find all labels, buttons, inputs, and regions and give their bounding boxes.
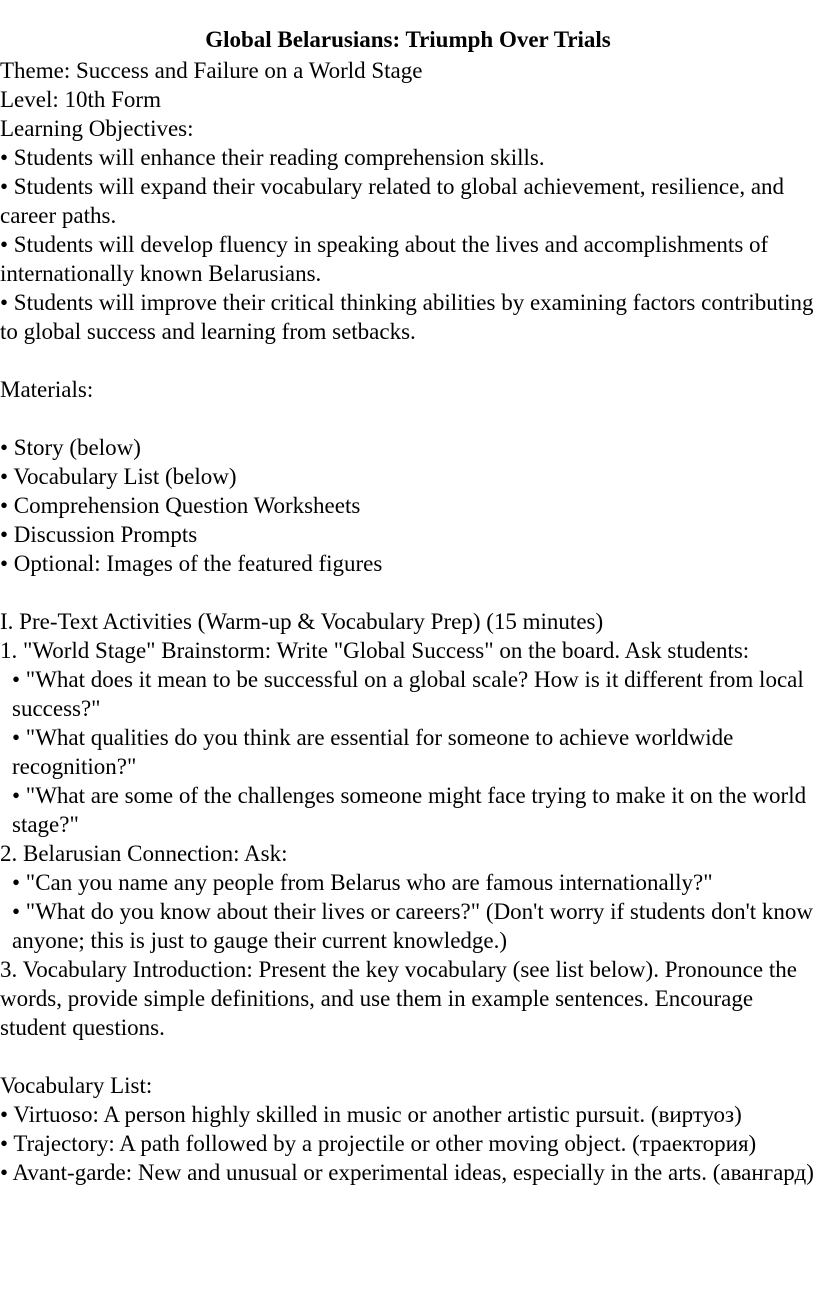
vocab-heading: Vocabulary List: bbox=[0, 1073, 153, 1098]
objective-item: • Students will expand their vocabulary related to global achievement, resilience, and career paths. bbox=[0, 174, 785, 228]
material-item: • Discussion Prompts bbox=[0, 522, 198, 547]
material-item: • Vocabulary List (below) bbox=[0, 464, 237, 489]
level-line: Level: 10th Form bbox=[0, 87, 161, 112]
spacer bbox=[0, 1042, 816, 1071]
objective-item: • Students will enhance their reading comprehension skills. bbox=[0, 145, 545, 170]
materials-heading: Materials: bbox=[0, 377, 94, 402]
spacer bbox=[0, 404, 816, 433]
step-1-question: • "What are some of the challenges someone might face trying to make it on the world stage?" bbox=[12, 783, 807, 837]
pretext-step-1: 1. "World Stage" Brainstorm: Write "Global Success" on the board. Ask students: bbox=[0, 638, 750, 663]
objectives-heading: Learning Objectives: bbox=[0, 116, 194, 141]
pretext-heading: I. Pre-Text Activities (Warm-up & Vocabulary Prep) (15 minutes) bbox=[0, 609, 604, 634]
theme-line: Theme: Success and Failure on a World Stage bbox=[0, 58, 423, 83]
step-1-question: • "What qualities do you think are essential for someone to achieve worldwide recognition?" bbox=[12, 725, 734, 779]
spacer bbox=[0, 346, 816, 375]
material-item: • Comprehension Question Worksheets bbox=[0, 493, 361, 518]
pretext-step-3: 3. Vocabulary Introduction: Present the key vocabulary (see list below). Pronounce the words, provide simple definitions, and use them in example sentences. Encourage student questions. bbox=[0, 957, 797, 1040]
vocab-item: • Trajectory: A path followed by a projectile or other moving object. (траектория) bbox=[0, 1131, 757, 1156]
objective-item: • Students will develop fluency in speaking about the lives and accomplishments of internationally known Belarusians. bbox=[0, 232, 769, 286]
material-item: • Story (below) bbox=[0, 435, 141, 460]
step-1-question: • "What does it mean to be successful on a global scale? How is it different from local success?" bbox=[12, 667, 804, 721]
document-page bbox=[0, 24, 816, 1187]
step-2-question: • "Can you name any people from Belarus who are famous internationally?" bbox=[12, 870, 713, 895]
document-title: Global Belarusians: Triumph Over Trials bbox=[205, 27, 611, 52]
pretext-step-2: 2. Belarusian Connection: Ask: bbox=[0, 841, 288, 866]
material-item: • Optional: Images of the featured figures bbox=[0, 551, 383, 576]
vocab-item: • Avant-garde: New and unusual or experimental ideas, especially in the arts. (авангард) bbox=[0, 1160, 814, 1185]
step-2-question: • "What do you know about their lives or careers?" (Don't worry if students don't know anyone; this is just to gauge their current knowledge.) bbox=[12, 899, 813, 953]
objective-item: • Students will improve their critical thinking abilities by examining factors contributing to global success and learning from setbacks. bbox=[0, 290, 814, 344]
vocab-item: • Virtuoso: A person highly skilled in music or another artistic pursuit. (виртуоз) bbox=[0, 1102, 742, 1127]
spacer bbox=[0, 578, 816, 607]
